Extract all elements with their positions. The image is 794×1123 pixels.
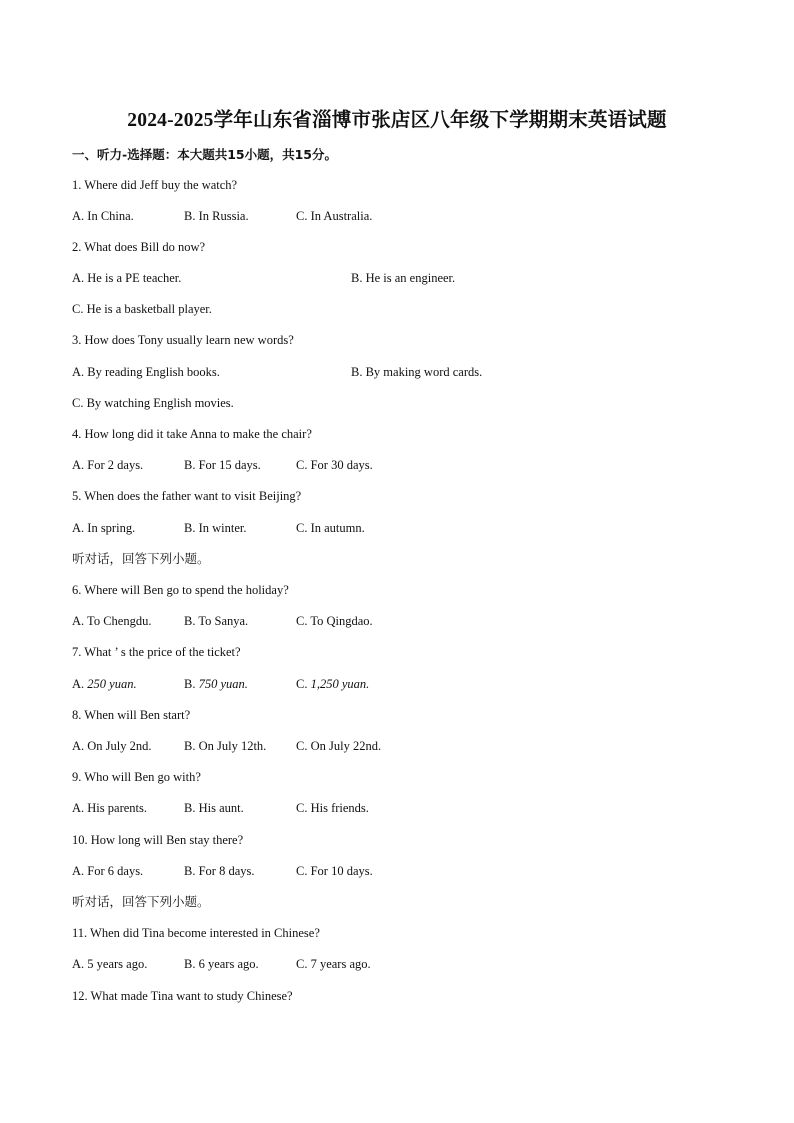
q3-option-b: B. By making word cards. [351,365,483,379]
question-5: 5. When does the father want to visit Beijing? [72,489,302,503]
listening-instruction-2: 听对话，回答下列小题。 [72,894,210,909]
question-12: 12. What made Tina want to study Chinese? [72,989,293,1003]
q7-option-c [296,676,369,692]
q4-option-a: A. For 2 days. [72,458,144,472]
question-8: 8. When will Ben start? [72,708,191,722]
question-3: 3. How does Tony usually learn new words? [72,333,294,347]
q6-option-a: A. To Chengdu. [72,614,152,628]
q11-option-c: C. 7 years ago. [296,957,371,971]
q2-option-c: C. He is a basketball player. [72,302,212,316]
q2-option-b: B. He is an engineer. [351,271,456,285]
q5-option-c: C. In autumn. [296,521,365,535]
q7-option-a-label: A. [72,677,85,691]
question-7: 7. What ’ s the price of the ticket? [72,645,241,659]
q1-option-c: C. In Australia. [296,209,373,223]
question-9: 9. Who will Ben go with? [72,770,201,784]
q10-option-c: C. For 10 days. [296,864,373,878]
q4-option-b: B. For 15 days. [184,458,261,472]
q6-option-c: C. To Qingdao. [296,614,373,628]
q3-option-c: C. By watching English movies. [72,396,234,410]
q3-option-a: A. By reading English books. [72,365,220,379]
q1-option-b: B. In Russia. [184,209,249,223]
q11-option-a: A. 5 years ago. [72,957,148,971]
q11-option-b: B. 6 years ago. [184,957,259,971]
q4-option-c: C. For 30 days. [296,458,373,472]
q7-option-c-value: 1,250 yuan. [310,677,370,691]
q5-option-a: A. In spring. [72,521,136,535]
q7-option-a-value: 250 yuan. [87,677,137,691]
q7-option-c-label: C. [296,677,308,691]
q8-option-c: C. On July 22nd. [296,739,382,753]
q1-option-a: A. In China. [72,209,134,223]
q7-option-b-value: 750 yuan. [198,677,248,691]
question-2: 2. What does Bill do now? [72,240,206,254]
q5-option-b: B. In winter. [184,521,247,535]
q7-option-b [184,676,248,692]
q2-option-a: A. He is a PE teacher. [72,271,182,285]
q9-option-b: B. His aunt. [184,801,244,815]
question-6: 6. Where will Ben go to spend the holiday? [72,583,289,597]
q9-option-c: C. His friends. [296,801,369,815]
q8-option-b: B. On July 12th. [184,739,267,753]
question-1: 1. Where did Jeff buy the watch? [72,178,238,192]
q10-option-b: B. For 8 days. [184,864,255,878]
q7-option-a [72,676,137,692]
q10-option-a: A. For 6 days. [72,864,144,878]
listening-instruction: 听对话，回答下列小题。 [72,551,210,566]
question-10: 10. How long will Ben stay there? [72,833,244,847]
q9-option-a: A. His parents. [72,801,147,815]
page-title: 2024-2025学年山东省淄博市张店区八年级下学期期末英语试题 [127,110,667,131]
section-heading: 一、听力-选择题：本大题共15小题，共15分。 [72,147,337,162]
q7-option-b-label: B. [184,677,196,691]
q8-option-a: A. On July 2nd. [72,739,152,753]
question-4: 4. How long did it take Anna to make the chair? [72,427,312,441]
q6-option-b: B. To Sanya. [184,614,249,628]
question-11: 11. When did Tina become interested in Chinese? [72,926,320,940]
